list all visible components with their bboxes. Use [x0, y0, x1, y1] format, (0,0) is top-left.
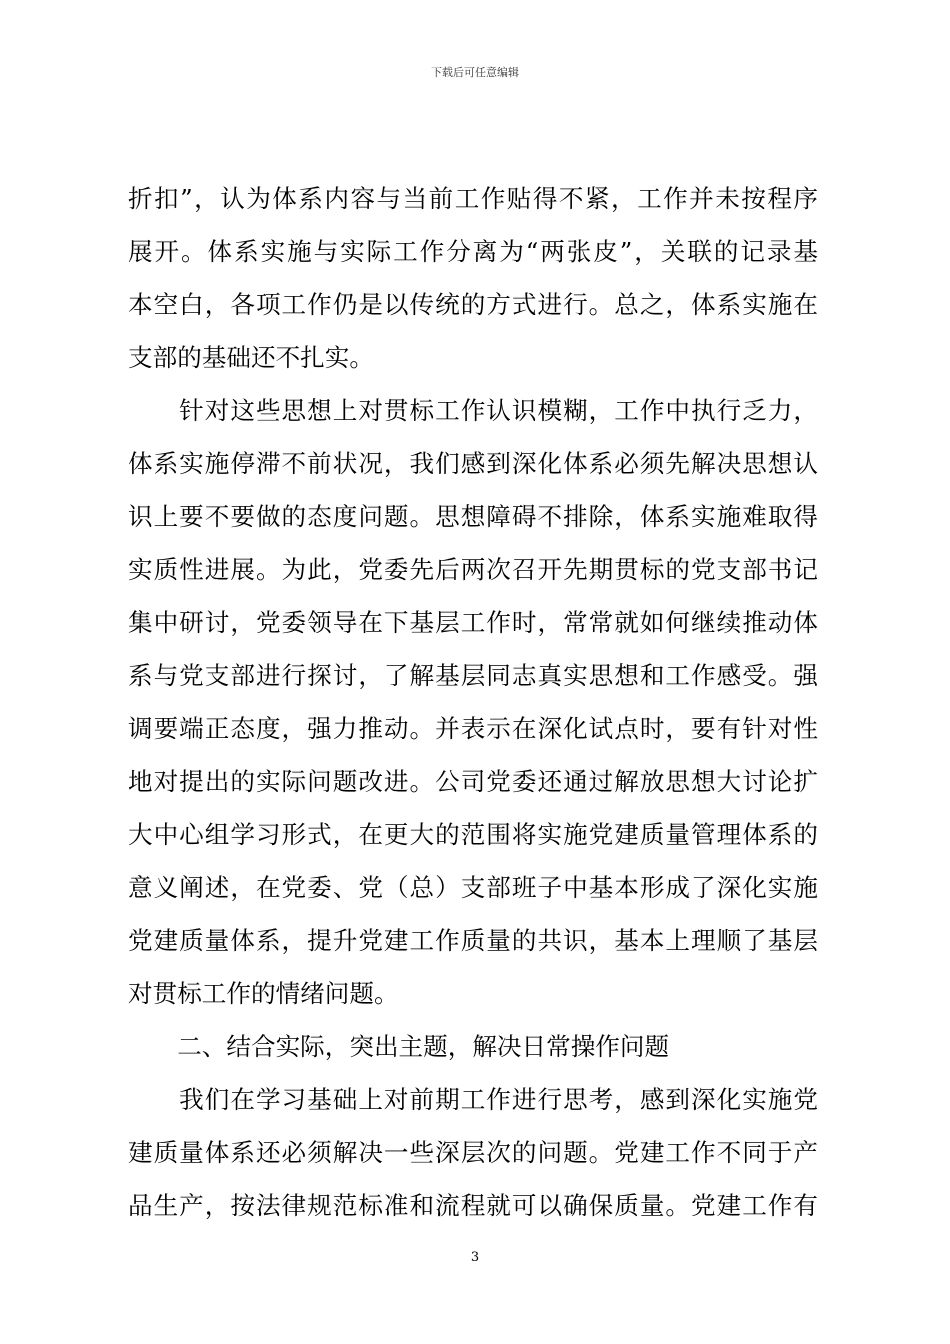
text-line: 体系实施停滞不前状况，我们感到深化体系必须先解决思想认: [128, 449, 818, 478]
text-line: 集中研讨，党委领导在下基层工作时，常常就如何继续推动体: [128, 608, 818, 637]
text-line: 品生产，按法律规范标准和流程就可以确保质量。党建工作有: [128, 1191, 818, 1220]
text-line: 系与党支部进行探讨，了解基层同志真实思想和工作感受。强: [128, 661, 818, 690]
text-line: 我们在学习基础上对前期工作进行思考，感到深化实施党: [128, 1085, 818, 1114]
section-heading: [128, 1020, 818, 1073]
page-number: 3: [470, 1250, 480, 1265]
page-header: 下载后可任意编辑: [431, 66, 519, 79]
text-line: 本空白，各项工作仍是以传统的方式进行。总之，体系实施在: [128, 290, 818, 319]
paragraph-3: [128, 1073, 818, 1232]
text-line: 实质性进展。为此，党委先后两次召开先期贯标的党支部书记: [128, 555, 818, 584]
text-line: 党建质量体系，提升党建工作质量的共识，基本上理顺了基层: [128, 926, 818, 955]
text-line: 意义阐述，在党委、党（总）支部班子中基本形成了深化实施: [128, 873, 818, 902]
heading-line: 二、结合实际，突出主题，解决日常操作问题: [128, 1032, 670, 1061]
text-line: 大中心组学习形式，在更大的范围将实施党建质量管理体系的: [128, 820, 818, 849]
document-body: [128, 172, 818, 1232]
text-line: 识上要不要做的态度问题。思想障碍不排除，体系实施难取得: [128, 502, 818, 531]
text-line: 支部的基础还不扎实。: [128, 343, 374, 372]
paragraph-2: [128, 384, 818, 1020]
text-line: 针对这些思想上对贯标工作认识模糊，工作中执行乏力，: [128, 396, 818, 425]
text-line: 折扣”，认为体系内容与当前工作贴得不紧，工作并未按程序: [128, 184, 818, 213]
text-line: 地对提出的实际问题改进。公司党委还通过解放思想大讨论扩: [128, 767, 818, 796]
paragraph-1: [128, 172, 818, 384]
text-line: 对贯标工作的情绪问题。: [128, 979, 399, 1008]
text-line: 调要端正态度，强力推动。并表示在深化试点时，要有针对性: [128, 714, 818, 743]
text-line: 建质量体系还必须解决一些深层次的问题。党建工作不同于产: [128, 1138, 818, 1167]
text-line: 展开。体系实施与实际工作分离为“两张皮”，关联的记录基: [128, 237, 818, 266]
